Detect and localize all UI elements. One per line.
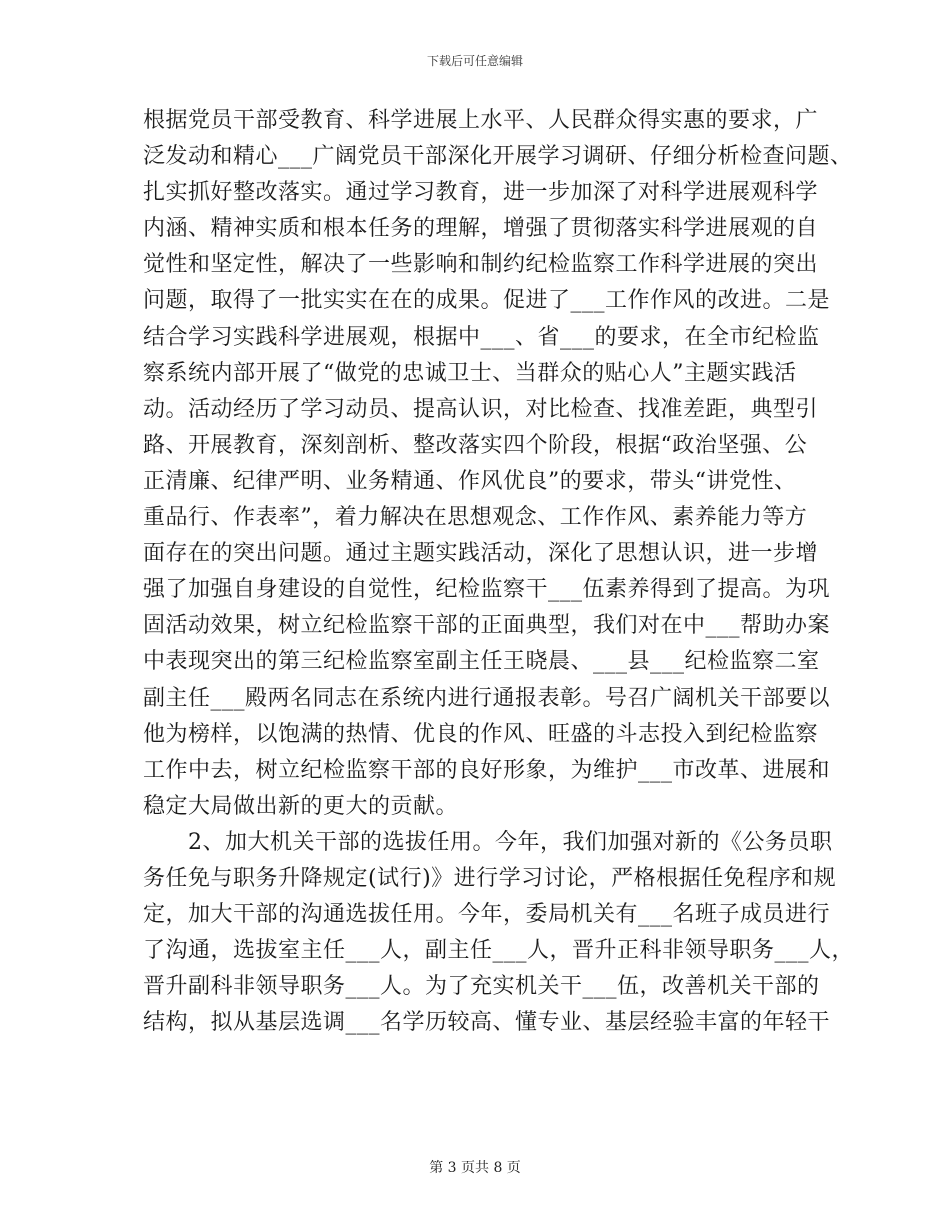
text-line: 结构，拟从基层选调___名学历较高、懂专业、基层经验丰富的年轻干 — [143, 1010, 831, 1036]
text-line: 强了加强自身建设的自觉性，纪检监察干___伍素养得到了提高。为巩 — [143, 577, 831, 603]
text-line: 稳定大局做出新的更大的贡献。 — [143, 793, 459, 819]
text-line: 路、开展教育，深刻剖析、整改落实四个阶段，根据“政治坚强、公 — [143, 432, 808, 458]
text-line: 内涵、精神实质和根本任务的理解，增强了贯彻落实科学进展观的自 — [143, 216, 819, 242]
text-line: 他为榜样，以饱满的热情、优良的作风、旺盛的斗志投入到纪检监察 — [143, 721, 819, 747]
text-line: 中表现突出的第三纪检监察室副主任王晓晨、___县___纪检监察二室 — [143, 649, 820, 675]
page-header: 下载后可任意编辑 — [426, 54, 523, 68]
body-text — [143, 103, 855, 1041]
text-line: 务任免与职务升降规定(试行)》进行学习讨论，严格根据任免程序和规 — [143, 865, 837, 891]
text-line: 察系统内部开展了“做党的忠诚卫士、当群众的贴心人”主题实践活 — [143, 360, 797, 386]
text-line: 2、加大机关干部的选拔任用。今年，我们加强对新的《公务员职 — [143, 829, 833, 855]
text-line: 定，加大干部的沟通选拔任用。今年，委局机关有___名班子成员进行 — [143, 902, 831, 928]
text-line: 正清廉、纪律严明、业务精通、作风优良”的要求，带头“讲党性、 — [143, 468, 797, 494]
page-footer: 第 3 页共 8 页 — [429, 1160, 521, 1176]
text-line: 了沟通，选拔室主任___人，副主任___人，晋升正科非领导职务___人， — [143, 938, 855, 964]
text-line: 结合学习实践科学进展观，根据中___、省___的要求，在全市纪检监 — [143, 324, 820, 350]
text-line: 泛发动和精心___广阔党员干部深化开展学习调研、仔细分析检查问题、 — [143, 144, 853, 170]
text-line: 根据党员干部受教育、科学进展上水平、人民群众得实惠的要求，广 — [143, 108, 819, 133]
text-line: 觉性和坚定性，解决了一些影响和制约纪检监察工作科学进展的突出 — [143, 252, 819, 278]
text-line: 扎实抓好整改落实。通过学习教育，进一步加深了对科学进展观科学 — [143, 180, 819, 206]
text-line: 晋升副科非领导职务___人。为了充实机关干___伍，改善机关干部的 — [143, 974, 820, 1000]
text-line: 重品行、作表率”，着力解决在思想观念、工作作风、素养能力等方 — [143, 505, 808, 531]
text-line: 问题，取得了一批实实在在的成果。促进了___工作作风的改进。二是 — [143, 288, 831, 314]
text-line: 副主任___殿两名同志在系统内进行通报表彰。号召广阔机关干部要以 — [143, 685, 831, 711]
text-line: 动。活动经历了学习动员、提高认识，对比检查、找准差距，典型引 — [143, 396, 819, 422]
text-line: 工作中去，树立纪检监察干部的良好形象，为维护___市改革、进展和 — [143, 757, 831, 783]
text-line: 面存在的突出问题。通过主题实践活动，深化了思想认识，进一步增 — [143, 541, 819, 567]
text-line: 固活动效果，树立纪检监察干部的正面典型，我们对在中___帮助办案 — [143, 613, 831, 639]
